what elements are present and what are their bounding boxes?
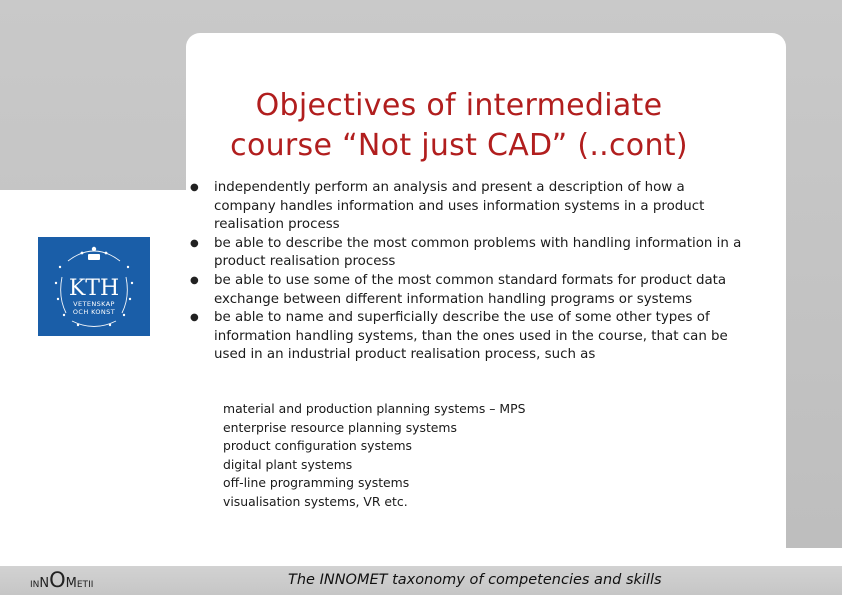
system-types-list: [223, 400, 743, 512]
logo-part: ET: [76, 580, 89, 590]
list-item: visualisation systems, VR etc.: [223, 493, 408, 509]
bullet-text: be able to use some of the most common standard formats for product data exchange between different information handling programs or systems: [214, 272, 727, 307]
slide-title: [186, 86, 732, 166]
bullet-icon: ●: [190, 312, 199, 324]
logo-part: II: [88, 580, 94, 590]
list-item: material and production planning systems – MPS: [223, 401, 526, 416]
bullet-icon: ●: [190, 274, 199, 286]
list-item: [190, 309, 750, 365]
bullet-text: independently perform an analysis and present a description of how a company handles information and uses information systems in a product realisation process: [214, 180, 705, 233]
list-item: product configuration systems: [223, 438, 412, 454]
title-line-1: Objectives of intermediate: [255, 88, 663, 123]
list-item: [190, 235, 750, 272]
list-item: digital plant systems: [223, 456, 353, 472]
logo-main-text: KTH: [68, 276, 120, 301]
footer-caption: The INNOMET taxonomy of competencies and skills: [288, 572, 662, 588]
kth-logo: [38, 237, 150, 336]
logo-part: O: [49, 568, 66, 592]
logo-line-1: VETENSKAP: [73, 300, 115, 308]
innomet-logo: [30, 568, 93, 592]
list-item: off-line programming systems: [223, 475, 410, 491]
bullet-text: be able to describe the most common problems with handling information in a product realisation process: [214, 235, 742, 270]
logo-part: N: [39, 576, 50, 591]
bullet-icon: ●: [190, 237, 199, 249]
objectives-list: [190, 179, 750, 365]
list-item: [190, 272, 750, 309]
logo-part: IN: [30, 580, 40, 590]
title-line-2: course “Not just CAD” (..cont): [230, 128, 688, 163]
bullet-text: be able to name and superficially describe the use of some other types of information handling systems, than the ones used in the course, that can be used in an industrial product realisation process, such as: [214, 310, 728, 363]
kth-seal-icon: [38, 237, 150, 336]
bullet-icon: ●: [190, 182, 199, 193]
logo-part: M: [65, 576, 77, 591]
list-item: enterprise resource planning systems: [223, 419, 457, 435]
list-item: [190, 179, 750, 235]
logo-line-2: OCH KONST: [72, 308, 116, 316]
